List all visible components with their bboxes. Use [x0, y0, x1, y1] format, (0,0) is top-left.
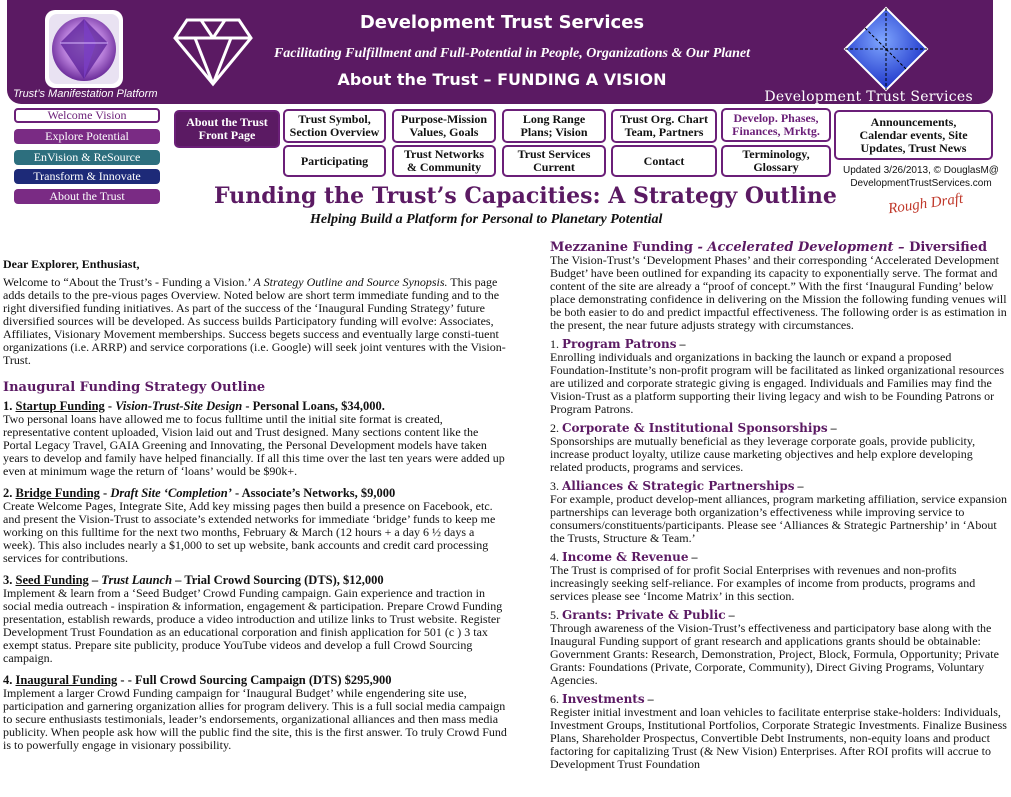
- venue-body: For example, product develop-ment alliances, program marketing affiliation, service expansion partnerships can leverage both organization’s effectiveness while improving service to consumers/constituents/participants. Please see ‘Alliances & Strategic Partnership’ in ‘About the Trusts, Structure & Team.’: [550, 492, 1007, 545]
- header-banner: [7, 0, 993, 104]
- nav-trust-services-line1: Trust Services: [517, 147, 591, 161]
- intro-b: A Strategy Outline and Source Synopsis.: [253, 275, 448, 289]
- brand-caption: Development Trust Services: [764, 89, 973, 105]
- venue-body: Sponsorships are mutually beneficial as they leverage corporate goals, provide publicity, increase product loyalty, utilize cause marketing objectives and help explore developing related products, programs and services.: [550, 434, 976, 474]
- venue-suffix: –: [725, 608, 735, 622]
- funding-name: Bridge Funding: [15, 486, 100, 500]
- venue-title: Program Patrons: [562, 337, 677, 351]
- nav-trust-services-line2: Current: [533, 160, 575, 174]
- nav-announcements[interactable]: [834, 110, 993, 160]
- funding-body: Create Welcome Pages, Integrate Site, Add key missing pages then build a presence on Facebook, etc. and present the Vision-Trust to associate’s extended networks for immediate ‘bridge’ funds to keep me working on this fulltime for the next two months, February & March (12 hours + a day 6 ½ days a week). This also includes nearly a $1,000 to set up website, bank accounts and credit card processing services for contributions.: [3, 499, 496, 565]
- nav-trust-symbol[interactable]: [283, 109, 386, 143]
- left-items: [3, 400, 507, 752]
- venue-body: Enrolling individuals and organizations in backing the launch or expand a proposed Foundation-Institute’s non-profit program will be facilitated as linked organizational resources are utilized and corporate strategic giving is engaged. Individuals and Families may find the Vision-Trust as a platform supporting their living legacy and wish to be Founding Patrons or Program Patrons.: [550, 350, 1004, 416]
- nav-long-range-line1: Long Range: [522, 112, 586, 126]
- nav-trust-networks-line1: Trust Networks: [403, 147, 485, 161]
- intro-c: This page adds details to the pre-vious pages Overview. Noted below are short term immediate funding and to the right diversified funding initiatives. As part of the success of the ‘Inaugural Funding Strategy’ future diversified sources will be developed. As success builds Participatory funding will evolve: Associates, Affiliates, Visionary Movement memberships. Success begets success and eventually large consti-tuent organizations (i.e. ARRP) and service corporations (i.e. Google) will seek joint ventures with the Vision-Trust.: [3, 275, 506, 367]
- nav-terminology-line1: Terminology,: [742, 147, 810, 161]
- funding-sep: -: [99, 486, 111, 500]
- nav-transform-innovate[interactable]: Transform & Innovate: [14, 169, 160, 184]
- funding-item: [3, 674, 507, 752]
- nav-terminology-line2: Glossary: [753, 160, 799, 174]
- updated-email: DevelopmentTrustServices.com: [850, 178, 992, 189]
- nav-develop-phases-line1: Develop. Phases,: [733, 111, 819, 125]
- venue-item: [550, 422, 1008, 474]
- venue-body: The Trust is comprised of for profit Social Enterprises with revenues and non-profits increasingly seeking self-reliance. For examples of income from products, programs and services please see ‘Income Matrix’ in this section.: [550, 563, 976, 603]
- funding-body: Implement & learn from a ‘Seed Budget’ Crowd Funding campaign. Gain experience and traction in social media outreach - inspiration & information, engagement & participation. Prepare Crowd Funding presentation, establish rewards, produce a video introduction and utilize links to Trust website. Register Development Trust Foundation as an educational corporation and finish application for 501 (c ) 3 tax exempt status. Prepare site publicity, produce YouTube videos and develop a full Crowd Sourcing campaign.: [3, 586, 503, 665]
- rough-draft-stamp: Rough Draft: [887, 190, 965, 218]
- nav-develop-phases-line2: Finances, Mrktg.: [732, 124, 820, 138]
- updated-note: [834, 164, 1008, 190]
- site-tagline: Facilitating Fulfillment and Full-Potential in People, Organizations & Our Planet: [273, 46, 751, 61]
- mezzanine-intro: The Vision-Trust’s ‘Development Phases’ and their corresponding ‘Accelerated Development Budget’ have been outlined for expanding its capacity to exponentially serve. The format and content of the site are already a “proof of concept.” With the first ‘Inaugural Funding’ below place demonstrating confidence in delivering on the Mission the following funding venues will be both easier to do and predict impactful effectiveness. The following order is as estimation in the present, the near future adjusts strategy with circumstances.: [550, 253, 1007, 332]
- funding-item: [3, 487, 507, 565]
- venue-title: Income & Revenue: [562, 550, 689, 564]
- venue-body: Register initial investment and loan vehicles to facilitate enterprise stake-holders: Individuals, Investment Groups, Institutional Portfolios, Corporate Strategic Investments. Finalize Business Plans, Shareholder Prospectus, Convertible Debt Instruments, non-equity loans and product factoring for capitalizing Trust (& New Vision) Enterprises. After ROI profits will accrue to Development Trust Foundation: [550, 705, 1007, 771]
- page-subtitle: Helping Build a Platform for Personal to Planetary Potential: [310, 212, 663, 227]
- updated-line1: Updated 3/26/2013, © DouglasM@: [843, 165, 999, 176]
- nav-front-page[interactable]: [174, 110, 280, 148]
- nav-purpose-mission[interactable]: [392, 109, 496, 143]
- nav-trust-networks[interactable]: [392, 145, 496, 177]
- funding-phase: Vision-Trust-Site Design: [115, 399, 243, 413]
- mezzanine-b: - Accelerated Development –: [692, 240, 910, 255]
- funding-sep: -: [117, 673, 128, 687]
- nav-contact[interactable]: [611, 145, 717, 177]
- nav-front-page-line1: About the Trust: [186, 115, 268, 129]
- funding-sep: –: [88, 573, 102, 587]
- funding-num: 2.: [3, 486, 13, 500]
- funding-phase: Draft Site ‘Completion’: [110, 486, 232, 500]
- nav-announcements-line3: Updates, Trust News: [860, 140, 967, 155]
- venue-title: Grants: Private & Public: [562, 608, 726, 622]
- funding-phase: Trust Launch: [101, 573, 173, 587]
- funding-item: [3, 574, 507, 665]
- intro-a: Welcome to “About the Trust’s - Funding a Vision.’: [3, 275, 254, 289]
- inaugural-heading: Inaugural Funding Strategy Outline: [3, 380, 266, 395]
- venue-num: 1.: [550, 337, 559, 351]
- venue-num: 6.: [550, 692, 559, 706]
- venue-title: Investments: [562, 692, 645, 706]
- funding-num: 3.: [3, 573, 13, 587]
- nav-announcements-line1: Announcements,: [870, 114, 957, 129]
- venue-title: Alliances & Strategic Partnerships: [562, 479, 795, 493]
- mezzanine-a: Mezzanine Funding: [550, 240, 693, 255]
- right-column: [550, 241, 1008, 771]
- funding-name: Startup Funding: [15, 399, 105, 413]
- venue-num: 3.: [550, 479, 559, 493]
- nav-develop-phases[interactable]: [721, 108, 831, 142]
- venue-suffix: –: [688, 550, 698, 564]
- octahedron-logo-icon: [843, 6, 929, 92]
- nav-purpose-mission-line1: Purpose-Mission: [400, 112, 487, 126]
- funding-body: Two personal loans have allowed me to focus fulltime until the initial site format is created, representative content uploaded, Vision laid out and Trust designed. Many sections content like the Portal Legacy Travel, GAIA Greening and Innovating, the Personal Development models have taken years to develop and family have helped financially. If all this time over the last ten years were added up even at minimum wage the return of ‘loans’ would be $90k+.: [3, 412, 505, 478]
- venue-title: Corporate & Institutional Sponsorships: [562, 421, 828, 435]
- nav-participating-label: Participating: [300, 153, 369, 168]
- funding-name: Seed Funding: [15, 573, 89, 587]
- nav-envision-resource[interactable]: EnVision & ReSource: [14, 150, 160, 165]
- funding-item: [3, 400, 507, 478]
- funding-detail: - Associate’s Networks, $9,000: [231, 486, 396, 500]
- venue-body: Through awareness of the Vision-Trust’s effectiveness and participatory base along with the Inaugural Funding support of grant research and applications grants should be obtainable: Government Grants: Research, Demonstration, Project, Block, Formula, Opportunity; Private Grants: Foundations (Private, Corporate, Community), Direct Giving Programs, Voluntary Agencies.: [550, 621, 999, 687]
- nav-trust-symbol-line2: Section Overview: [289, 125, 380, 139]
- nav-about-the-trust[interactable]: About the Trust: [14, 189, 160, 204]
- funding-sep: -: [104, 399, 116, 413]
- nav-org-chart-line1: Trust Org. Chart: [619, 112, 709, 126]
- funding-num: 1.: [3, 399, 13, 413]
- venue-suffix: –: [644, 692, 654, 706]
- page-title: Funding the Trust’s Capacities: A Strategy Outline: [214, 183, 837, 209]
- venue-item: [550, 338, 1008, 416]
- nav-long-range-line2: Plans; Vision: [520, 125, 588, 139]
- funding-detail: - Full Crowd Sourcing Campaign (DTS) $295,900: [127, 673, 392, 687]
- venue-item: [550, 693, 1008, 771]
- nav-terminology[interactable]: [721, 145, 831, 177]
- mezzanine-c: Diversified: [909, 240, 988, 255]
- nav-org-chart[interactable]: [611, 109, 717, 143]
- nav-org-chart-line2: Team, Partners: [624, 125, 704, 139]
- venue-num: 2.: [550, 421, 559, 435]
- nav-welcome-vision[interactable]: Welcome Vision: [14, 108, 160, 123]
- venue-num: 4.: [550, 550, 559, 564]
- venue-suffix: –: [827, 421, 837, 435]
- funding-detail: - Personal Loans, $34,000.: [242, 399, 385, 413]
- funding-detail: – Trial Crowd Sourcing (DTS), $12,000: [172, 573, 384, 587]
- funding-num: 4.: [3, 673, 13, 687]
- platform-caption: Trust’s Manifestation Platform: [13, 88, 158, 100]
- nav-trust-symbol-line1: Trust Symbol,: [298, 112, 371, 126]
- venue-suffix: –: [794, 479, 804, 493]
- venue-item: [550, 551, 1008, 603]
- page-section-title: About the Trust – FUNDING A VISION: [337, 70, 667, 89]
- venue-num: 5.: [550, 608, 559, 622]
- venue-item: [550, 609, 1008, 687]
- nav-announcements-line2: Calendar events, Site: [859, 127, 968, 142]
- right-items: [550, 338, 1008, 771]
- nav-front-page-line2: Front Page: [198, 128, 256, 142]
- nav-explore-potential[interactable]: Explore Potential: [14, 129, 160, 144]
- nav-purpose-mission-line2: Values, Goals: [409, 125, 479, 139]
- funding-body: Implement a larger Crowd Funding campaign for ‘Inaugural Budget’ while engendering site use, participation and garnering organization allies for program delivery. This is a full social media campaign to secure enthusiasts testimonials, leader’s endorsements, organizational alliances and then mass media publicity. When people ask how will the public find the site, this is the first answer. To truly Crowd Fund is to powerfully engage in visionary possibility.: [3, 686, 507, 752]
- venue-item: [550, 480, 1008, 545]
- nav-trust-networks-line2: & Community: [406, 160, 482, 174]
- venue-suffix: –: [676, 337, 686, 351]
- nav-long-range[interactable]: [502, 109, 606, 143]
- site-title: Development Trust Services: [359, 12, 645, 33]
- crystal-logo-icon: [45, 10, 123, 88]
- nav-participating[interactable]: [283, 145, 386, 177]
- nav-contact-label: Contact: [643, 153, 685, 168]
- nav-trust-services[interactable]: [502, 145, 606, 177]
- funding-name: Inaugural Funding: [15, 673, 118, 687]
- left-column: [3, 258, 507, 752]
- greeting: Dear Explorer, Enthusiast,: [3, 257, 140, 271]
- intro-paragraph: [3, 276, 507, 367]
